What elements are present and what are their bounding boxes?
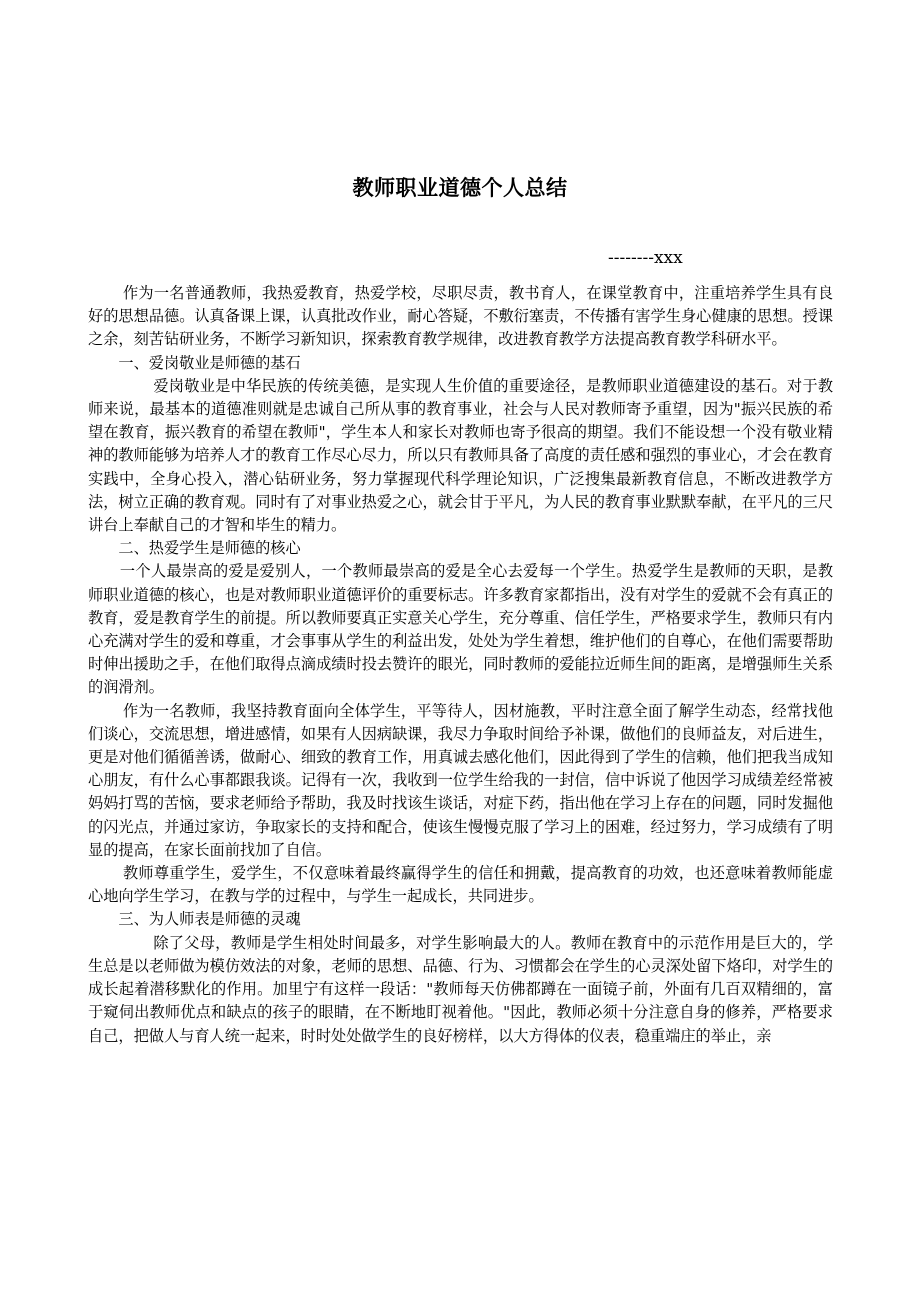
section-heading-2: 二、热爱学生是师德的核心 xyxy=(118,539,301,558)
section-heading-1: 一、爱岗敬业是师德的基石 xyxy=(118,353,301,372)
paragraph-section-3: 除了父母，教师是学生相处时间最多，对学生影响最大的人。教师在教育中的示范作用是巨大的，学生总是以老师做为模仿效法的对象，老师的思想、品德、行为、习惯都会在学生的心灵深处留下烙印，对学生的成长起着潜移默化的作用。加里宁有这样一段话："教师每天仿佛都蹲在一面镜子前，外面有几百双精细的，富于窥伺出教师优点和缺点的孩子的眼睛，在不断地盯视着他。"因此，教师必须十分注意自身的修养，严格要求自己，把做人与育人统一起来，时时处处做学生的良好榜样，以大方得体的仪表，稳重端庄的举止，亲 xyxy=(88,933,833,1045)
document-body xyxy=(88,282,833,1048)
paragraph-intro: 作为一名普通教师，我热爱教育，热爱学校，尽职尽责，教书育人，在课堂教育中，注重培养学生具有良好的思想品德。认真备课上课，认真批改作业，耐心答疑，不敷衍塞责，不传播有害学生身心健康的思想。授课之余，刻苦钻研业务，不断学习新知识，探索教育教学规律，改进教育教学方法提高教育教学科研水平。 xyxy=(88,284,833,349)
paragraph-section-2-c: 教师尊重学生，爱学生，不仅意味着最终赢得学生的信任和拥戴，提高教育的功效，也还意味着教师能虚心地向学生学习，在教与学的过程中，与学生一起成长，共同进步。 xyxy=(88,864,833,906)
document-author: --------xxx xyxy=(608,248,683,268)
document-title: 教师职业道德个人总结 xyxy=(352,175,568,200)
paragraph-section-2-b: 作为一名教师，我坚持教育面向全体学生，平等待人，因材施教，平时注意全面了解学生动态，经常找他们谈心，交流思想，增进感情，如果有人因病缺课，我尽力争取时间给予补课，做他们的良师益友，对后进生，更是对他们循循善诱，做耐心、细致的教育工作，用真诚去感化他们，因此得到了学生的信赖，他们把我当成知心朋友，有什么心事都跟我谈。记得有一次，我收到一位学生给我的一封信，信中诉说了他因学习成绩差经常被妈妈打骂的苦恼，要求老师给予帮助，我及时找该生谈话，对症下药，指出他在学习上存在的问题，同时发掘他的闪光点，并通过家访，争取家长的支持和配合，使该生慢慢克服了学习上的困难，经过努力，学习成绩有了明显的提高，在家长面前找加了自信。 xyxy=(88,701,833,859)
paragraph-section-1: 爱岗敬业是中华民族的传统美德，是实现人生价值的重要途径，是教师职业道德建设的基石。对于教师来说，最基本的道德准则就是忠诚自己所从事的教育事业，社会与人民对教师寄予重望，因为"振兴民族的希望在教育，振兴教育的希望在教师"，学生本人和家长对教师也寄予很高的期望。我们不能设想一个没有敬业精神的教师能够为培养人才的教育工作尽心尽力，所以只有教师具备了高度的责任感和强烈的事业心，才会在教育实践中，全身心投入，潜心钻研业务，努力掌握现代科学理论知识，广泛搜集最新教育信息，不断改进教学方法，树立正确的教育观。同时有了对事业热爱之心，就会甘于平凡，为人民的教育事业默默奉献，在平凡的三尺讲台上奉献自己的才智和毕生的精力。 xyxy=(88,376,833,535)
paragraph-section-2-a: 一个人最崇高的爱是爱别人，一个教师最崇高的爱是全心去爱每一个学生。热爱学生是教师的天职，是教师职业道德的核心，也是对教师职业道德评价的重要标志。许多教育家都指出，没有对学生的爱就不会有真正的教育，爱是教育学生的前提。所以教师要真正实意关心学生，充分尊重、信任学生，严格要求学生，教师只有内心充满对学生的爱和尊重，才会事事从学生的利益出发，处处为学生着想，维护他们的自尊心，在他们需要帮助时伸出援助之手，在他们取得点滴成绩时投去赞许的眼光，同时教师的爱能拉近师生间的距离，是增强师生关系的润滑剂。 xyxy=(88,562,833,697)
section-heading-3: 三、为人师表是师德的灵魂 xyxy=(118,910,301,929)
